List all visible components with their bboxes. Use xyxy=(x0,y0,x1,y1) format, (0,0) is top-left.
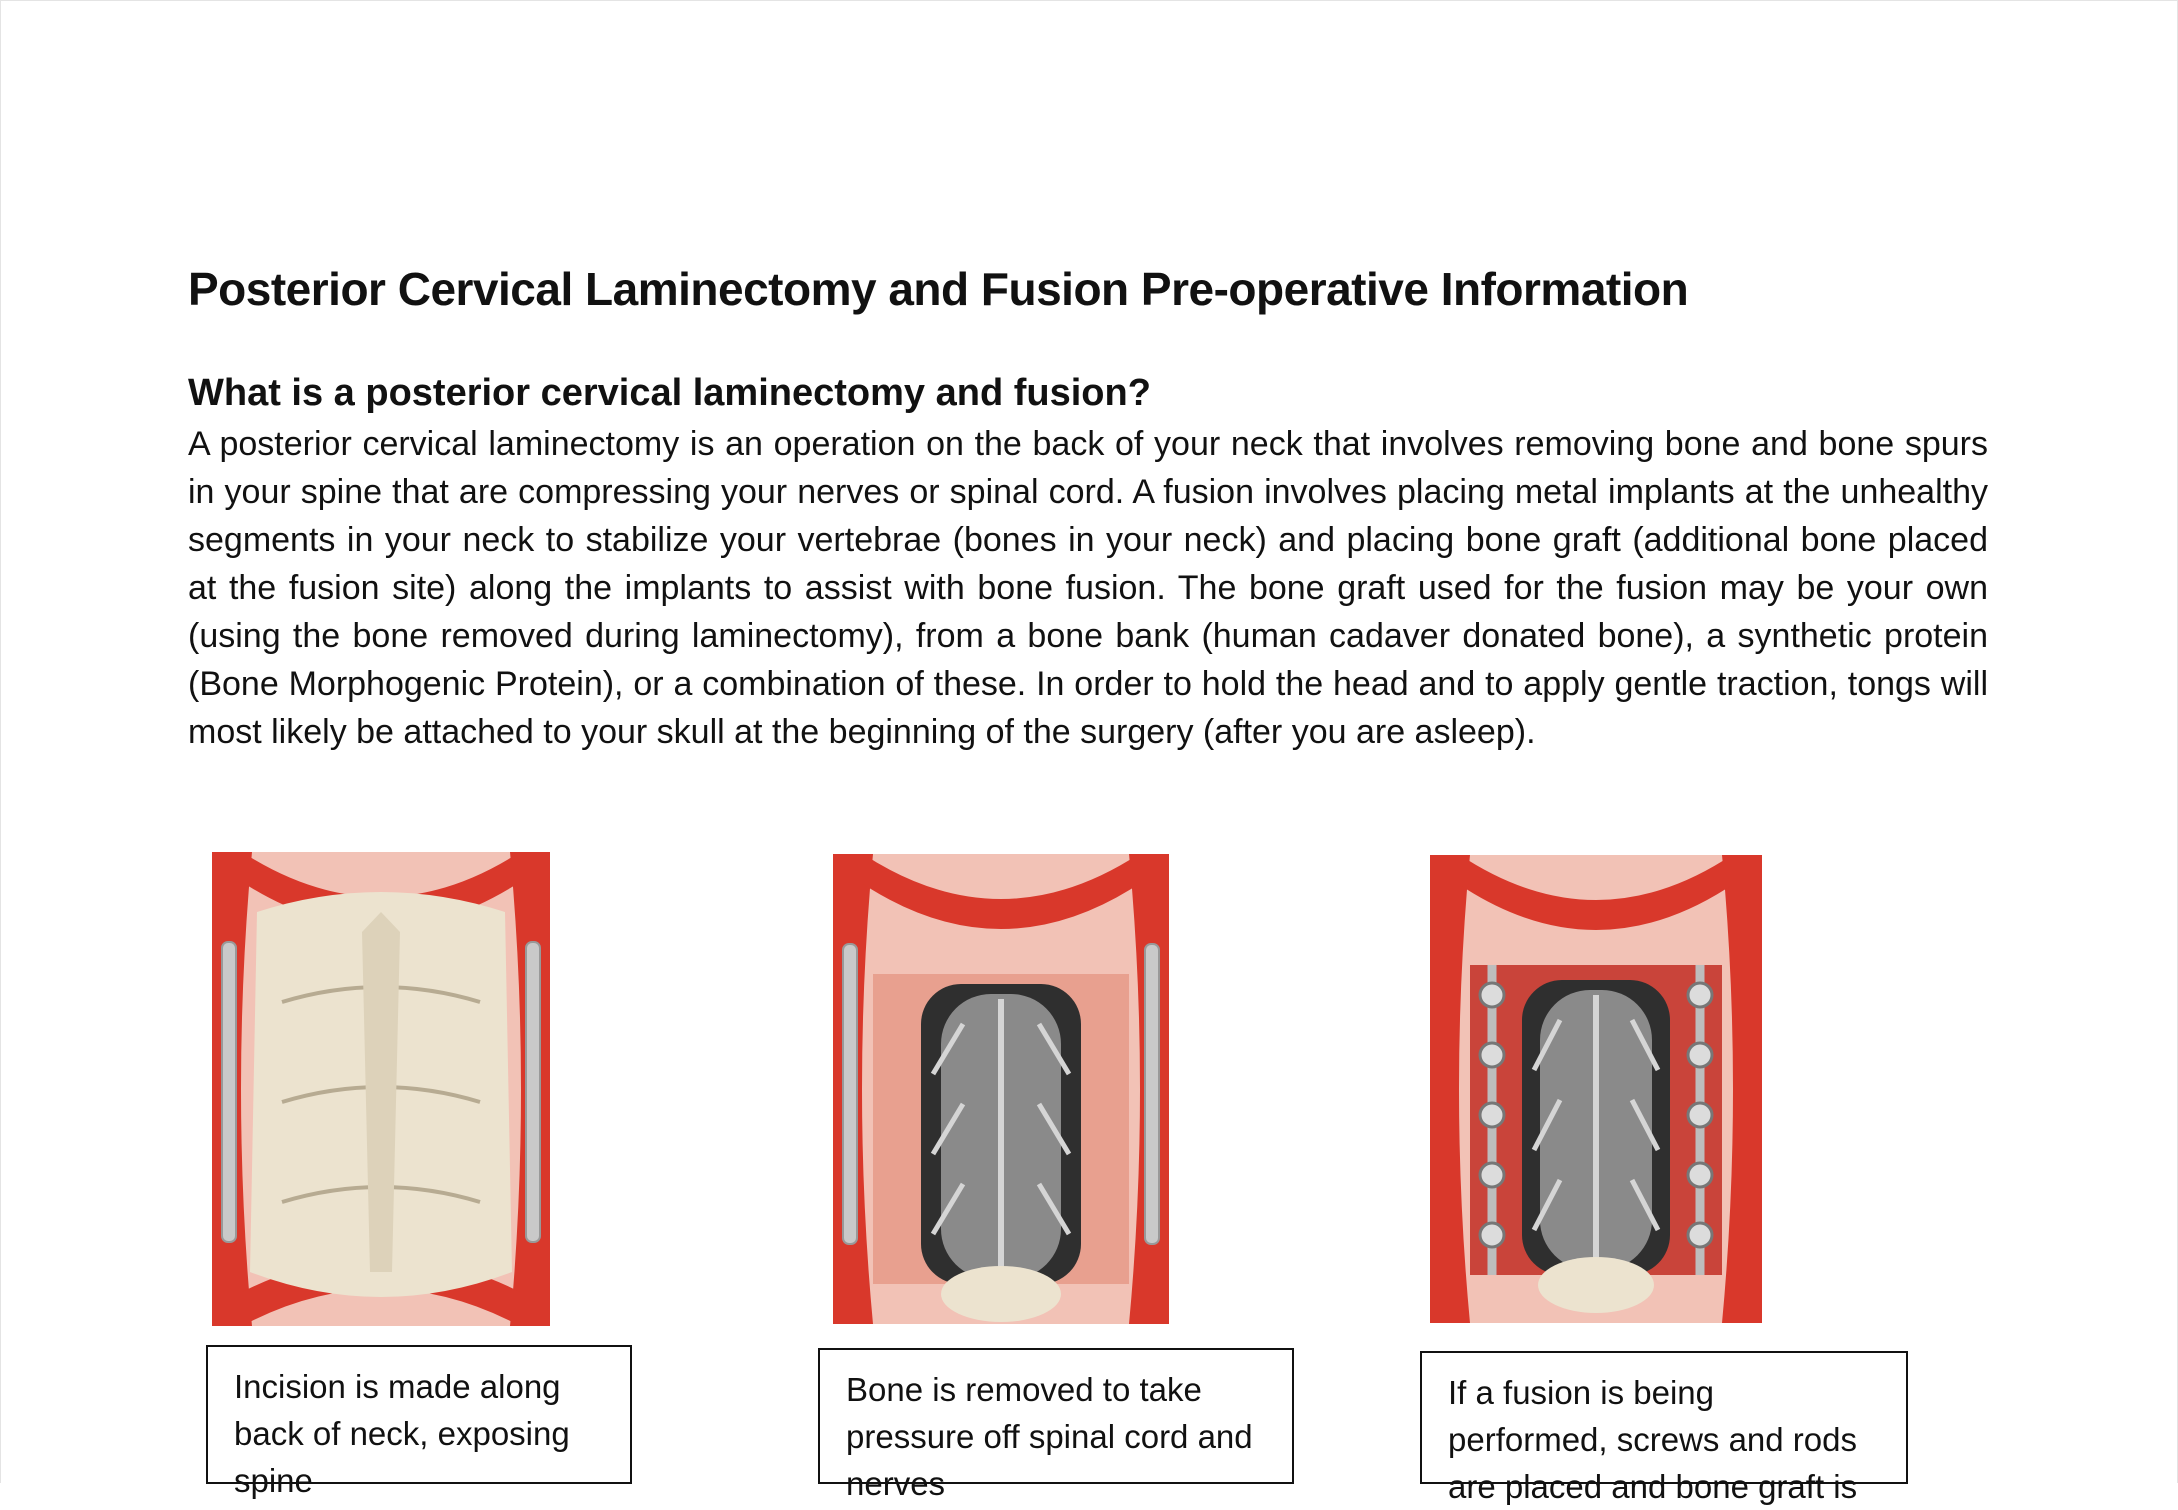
caption-box-1 xyxy=(206,1345,632,1499)
body-paragraph: A posterior cervical laminectomy is an operation on the back of your neck that involves removing bone and bone spurs in your spine that are compressing your nerves or spinal cord. A fusion involves placing metal implants at the unhealthy segments in your neck to stabilize your vertebrae (bones in your neck) and placing bone graft (additional bone placed at the fusion site) along the implants to assist with bone fusion. The bone graft used for the fusion may be your own (using the bone removed during laminectomy), from a bone bank (human cadaver donated bone), a synthetic protein (Bone Morphogenic Protein), or a combination of these. In order to hold the head and to apply gentle traction, tongs will most likely be attached to your skull at the beginning of the surgery (after you are asleep). xyxy=(188,425,1988,751)
page-title: Posterior Cervical Laminectomy and Fusion Pre-operative Information xyxy=(188,263,1689,315)
caption-box-2 xyxy=(818,1348,1294,1502)
fusion-illustration xyxy=(1430,855,1762,1323)
section-heading: What is a posterior cervical laminectomy and fusion? xyxy=(188,372,1151,414)
caption-text: Bone is removed to take pressure off spinal cord and nerves xyxy=(846,1371,1253,1502)
caption-text: Incision is made along back of neck, exposing spine xyxy=(234,1368,570,1499)
caption-text: If a fusion is being performed, screws and rods are placed and bone graft is xyxy=(1448,1374,1858,1505)
exposed-spine-illustration xyxy=(212,852,550,1326)
laminectomy-illustration xyxy=(833,854,1169,1324)
caption-box-3 xyxy=(1420,1351,1908,1505)
